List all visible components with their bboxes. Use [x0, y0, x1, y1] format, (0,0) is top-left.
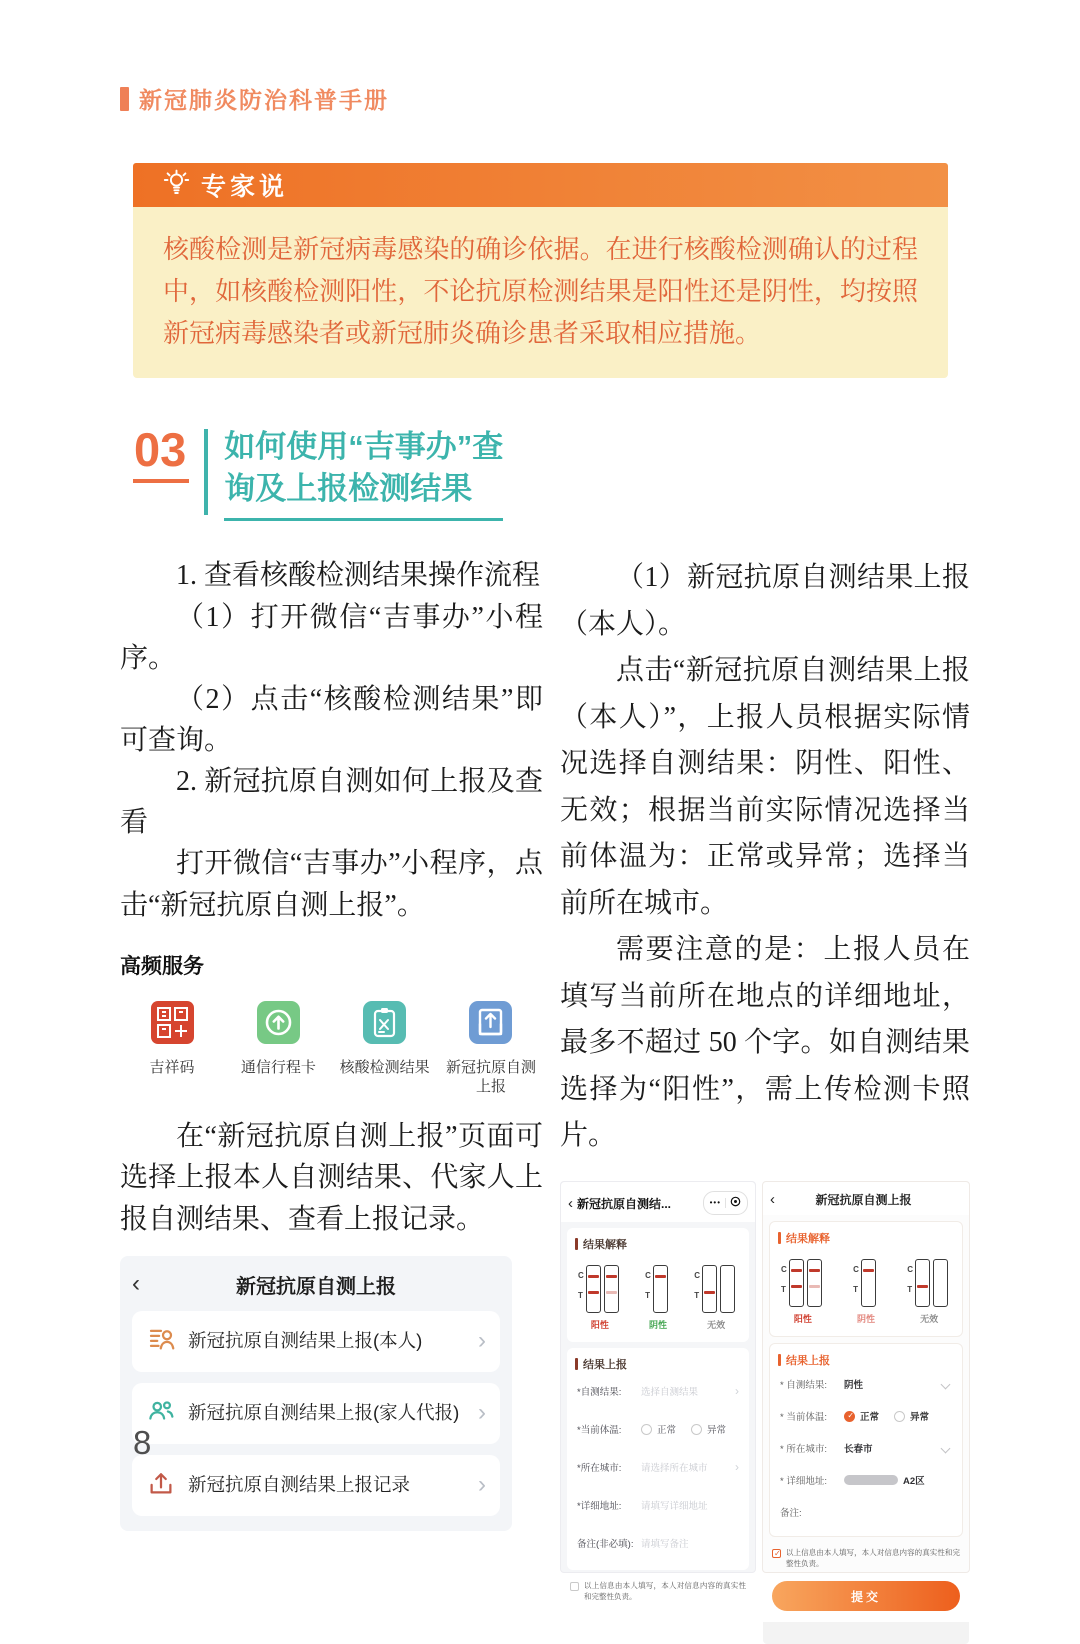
expert-banner: [133, 163, 948, 207]
strip-label: 阳性: [793, 1314, 812, 1325]
expert-banner-title: 专家说: [201, 173, 289, 201]
left-column: [120, 555, 543, 1573]
field-label: *自测结果:: [577, 1387, 622, 1399]
section-bar: [778, 1354, 781, 1366]
chevron-right-icon: ›: [735, 1384, 739, 1399]
travel-card-icon: [256, 1000, 301, 1050]
section-title: [224, 426, 503, 521]
strip-label: 无效: [920, 1314, 939, 1325]
service-zicesangbao[interactable]: [443, 1000, 539, 1097]
paragraph: （1）打开微信“吉事办”小程序。: [120, 601, 543, 674]
t-label: T: [645, 1291, 650, 1301]
field-value: A2区: [903, 1476, 925, 1488]
field-placeholder: 选择自测结果: [641, 1387, 699, 1399]
radio-abnormal[interactable]: [894, 1411, 905, 1422]
t-label: T: [781, 1285, 786, 1295]
close-target-icon[interactable]: [730, 1194, 741, 1212]
more-icon[interactable]: •••: [709, 1198, 721, 1208]
strip-label: 无效: [707, 1320, 726, 1331]
menu-item-label: 新冠抗原自测结果上报记录: [188, 1474, 411, 1496]
lightbulb-icon: [163, 169, 190, 201]
chevron-right-icon: ›: [478, 1471, 486, 1499]
upload-record-icon: [146, 1468, 176, 1503]
field-label: *所在城市:: [577, 1463, 622, 1475]
service-label: 新冠抗原自测上报: [445, 1058, 536, 1095]
phone-screenshots: [560, 1181, 970, 1604]
wechat-capsule[interactable]: [703, 1191, 748, 1215]
phone-title: 新冠抗原自测结...: [577, 1196, 672, 1211]
section-bar: [575, 1358, 578, 1370]
field-placeholder: 请填写详细地址: [641, 1501, 708, 1513]
field-label: 备注(非必填):: [577, 1539, 634, 1551]
miniapp-header: [132, 1270, 500, 1299]
strip-invalid: [694, 1265, 738, 1331]
radio-label[interactable]: 异常: [707, 1425, 727, 1437]
section-head: [133, 423, 948, 521]
field-value: 长春市: [844, 1444, 873, 1456]
back-icon[interactable]: ‹: [132, 1270, 140, 1298]
phone-title: 新冠抗原自测上报: [815, 1193, 912, 1208]
agreement-text: 以上信息由本人填写，本人对信息内容的真实性和完整性负责。: [786, 1548, 960, 1569]
strip: [653, 1265, 668, 1313]
section-title-line2: 询及上报检测结果: [224, 470, 473, 506]
checkbox-unchecked[interactable]: [570, 1582, 579, 1591]
paragraph: 1. 查看核酸检测结果操作流程: [176, 560, 541, 592]
result-explain-card: [769, 1221, 963, 1337]
field-address[interactable]: [778, 1464, 954, 1496]
strip-positive: [578, 1265, 622, 1331]
menu-item-self-report[interactable]: [132, 1311, 500, 1372]
result-explain-card: [567, 1228, 749, 1342]
strip-negative: [645, 1265, 671, 1331]
paragraph: 在“新冠抗原自测上报”页面可选择上报本人自测结果、代家人上报自测结果、查看上报记录。: [120, 1121, 543, 1235]
section-bar: [575, 1238, 578, 1250]
field-label: 备注:: [780, 1508, 802, 1520]
agreement: [561, 1576, 755, 1603]
agreement-text: 以上信息由本人填写，本人对信息内容的真实性和完整性负责。: [584, 1581, 746, 1602]
field-note[interactable]: [778, 1496, 954, 1528]
phone-footer-strip: [763, 1622, 969, 1644]
strip-label: 阴性: [648, 1320, 667, 1331]
test-strips: [778, 1246, 954, 1328]
test-result-icon: [362, 1000, 407, 1050]
section-title-line1: 如何使用“吉事办”查: [224, 429, 504, 465]
paragraph: 点击“新冠抗原自测结果上报（本人）”，上报人员根据实际情况选择自测结果：阴性、阳性、无效；根据当前实际情况选择当前体温为：正常或异常；选择当前所在城市。: [560, 655, 970, 919]
section-bar: [778, 1232, 781, 1244]
strip: [861, 1259, 876, 1307]
strip-positive: [781, 1259, 825, 1325]
result-report-card: [769, 1343, 963, 1537]
field-temperature: [778, 1400, 954, 1432]
field-note[interactable]: [575, 1524, 741, 1562]
doc-title: 新冠肺炎防治科普手册: [139, 87, 389, 113]
services-title: 高频服务: [120, 954, 204, 978]
c-label: C: [907, 1265, 913, 1275]
service-label: 通信行程卡: [240, 1058, 316, 1076]
service-jixiangma[interactable]: [124, 1000, 220, 1097]
field-city[interactable]: [778, 1432, 954, 1464]
strip: [604, 1265, 619, 1313]
service-xingchengka[interactable]: [230, 1000, 326, 1097]
section-header: [778, 1352, 954, 1368]
person-report-icon: [146, 1324, 176, 1359]
strip: [807, 1259, 822, 1307]
menu-item-family-report[interactable]: [132, 1383, 500, 1444]
phone-header: [763, 1182, 969, 1215]
phone-screenshot-blank-form: [560, 1181, 756, 1602]
strip-label: 阳性: [590, 1320, 609, 1331]
menu-item-report-records[interactable]: [132, 1455, 500, 1516]
test-strips: [575, 1252, 741, 1334]
t-label: T: [853, 1285, 858, 1295]
section-header: [778, 1230, 954, 1246]
strip-invalid: [907, 1259, 951, 1325]
phone-header: [561, 1182, 755, 1222]
service-label: 核酸检测结果: [339, 1058, 430, 1076]
doc-header: [120, 82, 389, 115]
paragraph: （1）新冠抗原自测结果上报（本人）。: [560, 562, 970, 640]
field-result[interactable]: [575, 1372, 741, 1410]
chevron-right-icon: ›: [478, 1399, 486, 1427]
strip: [702, 1265, 717, 1313]
right-column: [560, 555, 970, 1604]
checkbox-checked[interactable]: [772, 1549, 781, 1558]
field-placeholder: 请选择所在城市: [641, 1463, 708, 1475]
section-number: 03: [133, 426, 189, 483]
c-label: C: [645, 1271, 651, 1281]
strip: [933, 1259, 948, 1307]
redacted-address: [844, 1475, 898, 1485]
strip: [915, 1259, 930, 1307]
section-header: [575, 1356, 741, 1372]
field-label: *当前体温:: [577, 1425, 622, 1437]
service-label: 吉祥码: [149, 1058, 195, 1076]
self-test-upload-icon: [468, 1000, 513, 1050]
strip-negative: [853, 1259, 879, 1325]
content: [120, 163, 970, 1604]
capsule-divider: [725, 1198, 726, 1208]
c-label: C: [694, 1271, 700, 1281]
paragraph: 打开微信“吉事办”小程序，点击“新冠抗原自测上报”。: [120, 848, 543, 921]
services-screenshot: [120, 950, 543, 1097]
c-label: C: [853, 1265, 859, 1275]
field-label: * 详细地址:: [780, 1476, 827, 1488]
chevron-down-icon: [941, 1444, 951, 1454]
section-label: 结果解释: [583, 1239, 627, 1252]
strip: [586, 1265, 601, 1313]
c-label: C: [578, 1271, 584, 1281]
strip-label: 阴性: [856, 1314, 875, 1325]
miniapp-title: 新冠抗原自测上报: [236, 1275, 396, 1298]
strip: [789, 1259, 804, 1307]
radio-abnormal[interactable]: [691, 1424, 702, 1435]
section-label: 结果解释: [786, 1233, 830, 1246]
field-value: 阴性: [844, 1380, 864, 1392]
menu-item-label: 新冠抗原自测结果上报(本人): [188, 1330, 423, 1352]
field-placeholder: 请填写备注: [641, 1539, 689, 1551]
section-label: 结果上报: [786, 1355, 830, 1368]
t-label: T: [907, 1285, 913, 1295]
section-divider: [204, 429, 208, 515]
paragraph: （2）点击“核酸检测结果”即可查询。: [120, 683, 543, 757]
expert-body-text: 核酸检测是新冠病毒感染的确诊依据。在进行核酸检测确认的过程中，如核酸检测阳性，不论抗原检测结果是阳性还是阴性，均按照新冠病毒感染者或新冠肺炎确诊患者采取相应措施。: [133, 207, 948, 378]
service-hesuanjieguo[interactable]: [337, 1000, 433, 1097]
t-label: T: [578, 1291, 583, 1301]
radio-normal-selected[interactable]: [844, 1411, 855, 1422]
field-result[interactable]: [778, 1368, 954, 1400]
submit-button[interactable]: 提交: [772, 1581, 960, 1611]
back-icon[interactable]: ‹: [770, 1191, 775, 1209]
field-address[interactable]: [575, 1486, 741, 1524]
c-label: C: [781, 1265, 787, 1275]
field-city[interactable]: [575, 1448, 741, 1486]
services-row: [120, 1000, 543, 1097]
field-temperature: [575, 1410, 741, 1448]
menu-item-label: 新冠抗原自测结果上报(家人代报): [188, 1402, 460, 1424]
radio-normal[interactable]: [641, 1424, 652, 1435]
radio-label[interactable]: 异常: [910, 1412, 930, 1424]
phone-screenshot-filled-form: [762, 1181, 970, 1604]
lucky-code-icon: [150, 1000, 195, 1050]
miniapp-menu-screenshot: [120, 1256, 512, 1531]
paragraph: 2. 新冠抗原自测如何上报及查看: [120, 766, 543, 839]
result-report-card: [567, 1348, 749, 1570]
agreement: [763, 1543, 969, 1570]
paragraph: 需要注意的是：上报人员在填写当前所在地点的详细地址，最多不超过 50 个字。如自测结果选择为“阳性”，需上传检测卡照片。: [560, 934, 970, 1152]
field-label: * 自测结果:: [780, 1380, 827, 1392]
field-label: * 所在城市:: [780, 1444, 827, 1456]
strip: [720, 1265, 735, 1313]
section-header: [575, 1236, 741, 1252]
back-icon[interactable]: ‹: [568, 1194, 573, 1212]
chevron-right-icon: ›: [735, 1460, 739, 1475]
radio-label[interactable]: 正常: [657, 1425, 677, 1437]
t-label: T: [694, 1291, 700, 1301]
page-number: 8: [133, 1424, 152, 1461]
chevron-down-icon: [941, 1380, 951, 1390]
header-accent-bar: [120, 87, 129, 111]
chevron-right-icon: ›: [478, 1327, 486, 1355]
field-label: *详细地址:: [577, 1501, 622, 1513]
two-columns: [120, 555, 970, 1604]
radio-label[interactable]: 正常: [860, 1412, 880, 1424]
field-label: * 当前体温:: [780, 1412, 827, 1424]
section-label: 结果上报: [583, 1359, 627, 1372]
